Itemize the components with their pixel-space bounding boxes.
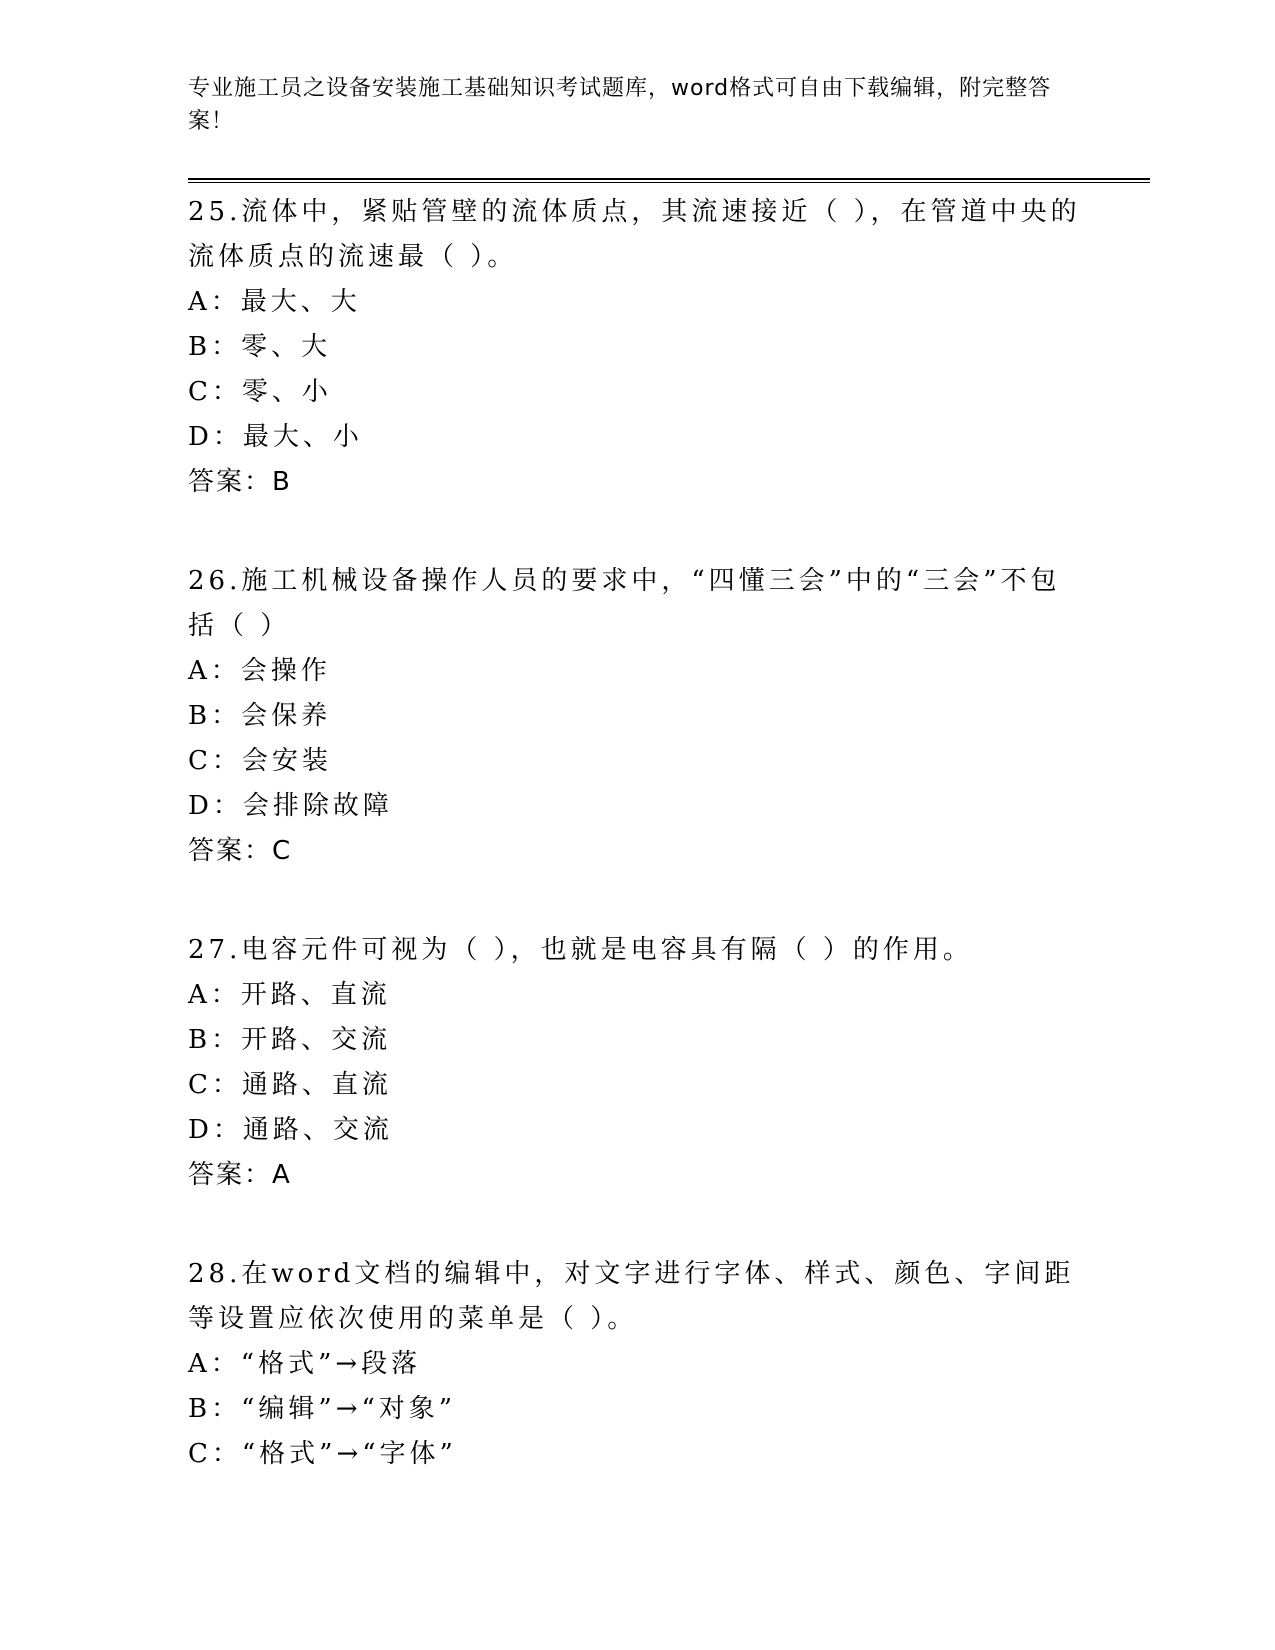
question-text: 25.流体中，紧贴管壁的流体质点，其流速接近（ ），在管道中央的流体质点的流速最（ ）。 bbox=[188, 197, 1081, 272]
option-b: B：开路、交流 bbox=[188, 1025, 392, 1055]
header-rule-thick bbox=[188, 178, 1150, 180]
question-list bbox=[188, 190, 1088, 1477]
option-a: A：“格式”→段落 bbox=[188, 1349, 422, 1379]
question-28 bbox=[188, 1252, 1088, 1477]
document-header: 专业施工员之设备安装施工基础知识考试题库，word格式可自由下载编辑，附完整答案！ bbox=[188, 76, 1052, 134]
option-d: D：通路、交流 bbox=[188, 1115, 393, 1145]
option-c: C：通路、直流 bbox=[188, 1070, 392, 1100]
question-text: 26.施工机械设备操作人员的要求中，“四懂三会”中的“三会”不包括（ ） bbox=[188, 566, 1061, 641]
option-d: D：最大、小 bbox=[188, 422, 363, 452]
option-b: B：会保养 bbox=[188, 701, 332, 731]
answer: 答案：A bbox=[188, 1160, 292, 1190]
option-c: C：“格式”→“字体” bbox=[188, 1439, 457, 1469]
spacer bbox=[188, 874, 1088, 928]
option-a: A：开路、直流 bbox=[188, 980, 391, 1010]
answer: 答案：B bbox=[188, 467, 292, 497]
question-text: 27.电容元件可视为（ ），也就是电容具有隔（ ）的作用。 bbox=[188, 935, 973, 965]
answer: 答案：C bbox=[188, 836, 293, 866]
question-text: 28.在word文档的编辑中，对文字进行字体、样式、颜色、字间距等设置应依次使用的菜单是（ ）。 bbox=[188, 1259, 1075, 1334]
option-a: A：会操作 bbox=[188, 656, 331, 686]
option-d: D：会排除故障 bbox=[188, 791, 393, 821]
option-a: A：最大、大 bbox=[188, 287, 361, 317]
question-26 bbox=[188, 559, 1088, 874]
question-27 bbox=[188, 928, 1088, 1198]
option-c: C：会安装 bbox=[188, 746, 332, 776]
header-rule-thin bbox=[188, 182, 1150, 183]
option-b: B：“编辑”→“对象” bbox=[188, 1394, 457, 1424]
question-25 bbox=[188, 190, 1088, 505]
option-c: C：零、小 bbox=[188, 377, 332, 407]
option-b: B：零、大 bbox=[188, 332, 332, 362]
spacer bbox=[188, 505, 1088, 559]
spacer bbox=[188, 1198, 1088, 1252]
